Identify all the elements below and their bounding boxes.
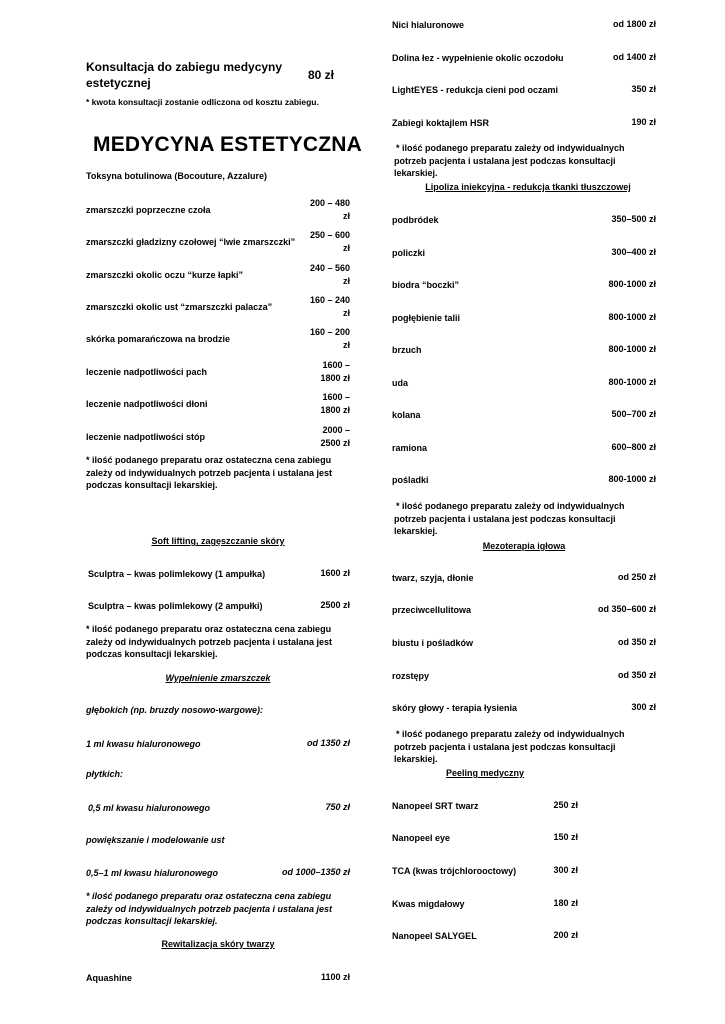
- fillers-shallow-label: płytkich:: [86, 769, 124, 779]
- item-name: leczenie nadpotliwości pach: [86, 367, 208, 377]
- item-name: pośladki: [392, 475, 429, 485]
- fillers-header: Wypełnienie zmarszczek: [165, 673, 271, 683]
- item-price: od 1350 zł: [306, 738, 350, 749]
- item-name: twarz, szyja, dłonie: [392, 573, 474, 583]
- list-item: [392, 50, 656, 66]
- item-name: Nanopeel SALYGEL: [392, 931, 477, 941]
- item-name: ramiona: [392, 443, 428, 453]
- item-name: leczenie nadpotliwości dłoni: [86, 399, 208, 409]
- consultation-note: * kwota konsultacji zostanie odliczona od kosztu zabiegu.: [86, 97, 319, 107]
- item-name: zmarszczki okolic oczu “kurze łapki”: [86, 270, 244, 280]
- list-item: [392, 570, 656, 586]
- item-name: brzuch: [392, 345, 422, 355]
- list-item: [392, 830, 578, 846]
- list-item: [392, 342, 656, 358]
- item-price: 350–500 zł: [611, 214, 656, 225]
- item-name: Zabiegi koktajlem HSR: [392, 118, 490, 128]
- list-item: [86, 262, 350, 288]
- list-item: [86, 865, 350, 881]
- item-name: leczenie nadpotliwości stóp: [86, 432, 206, 442]
- mesotherapy-header: Mezoterapia igłowa: [482, 541, 566, 551]
- item-price: 350 zł: [631, 84, 656, 95]
- fillers-deep-label: głębokich (np. bruzdy nosowo-wargowe):: [86, 705, 263, 715]
- item-price: od 350 zł: [617, 670, 656, 681]
- item-price: 1100 zł: [320, 972, 350, 983]
- item-price: 300–400 zł: [611, 247, 656, 258]
- item-price: 600–800 zł: [611, 442, 656, 453]
- item-name: przeciwcellulitowa: [392, 605, 472, 615]
- item-price: 150 zł: [553, 832, 578, 843]
- botox-header: Toksyna botulinowa (Bocouture, Azzalure): [86, 171, 268, 181]
- list-item: [392, 277, 656, 293]
- item-price: 1600 – 1800 zł: [320, 391, 350, 415]
- list-item: [392, 896, 578, 912]
- item-price: 200 – 480 zł: [309, 197, 350, 221]
- item-price: 2000 – 2500 zł: [320, 424, 350, 448]
- item-price: 500–700 zł: [611, 409, 656, 420]
- item-price: 160 – 200 zł: [309, 326, 350, 350]
- item-price: 250 – 600 zł: [309, 229, 350, 253]
- list-item: [392, 375, 656, 391]
- list-item: [86, 326, 350, 352]
- botox-note: * ilość podanego preparatu oraz ostateczna cena zabiegu zależy od indywidualnych potrzeb pacjenta i ustalana jest podczas konsultacji lekarskiej.: [86, 455, 333, 491]
- peeling-header: Peeling medyczny: [445, 768, 525, 778]
- list-item: [392, 310, 656, 326]
- item-name: skóry głowy - terapia łysienia: [392, 703, 518, 713]
- list-item: [392, 635, 656, 651]
- item-name: LightEYES - redukcja cieni pod oczami: [392, 85, 559, 95]
- item-price: od 250 zł: [617, 572, 656, 583]
- consultation-price: 80 zł: [308, 68, 335, 82]
- list-item: [392, 17, 656, 33]
- item-price: 1600 – 1800 zł: [320, 359, 350, 383]
- item-name: 0,5 ml kwasu hialuronowego: [88, 803, 211, 813]
- item-name: 0,5–1 ml kwasu hialuronowego: [86, 868, 219, 878]
- item-name: zmarszczki gładzizny czołowej “lwie zmarszczki”: [86, 237, 296, 247]
- item-price: 750 zł: [325, 802, 350, 813]
- fillers-lips-label: powiększanie i modelowanie ust: [86, 835, 225, 845]
- item-price: 2500 zł: [320, 600, 350, 611]
- list-item: [86, 294, 350, 320]
- item-price: od 350 zł: [617, 637, 656, 648]
- item-name: policzki: [392, 248, 426, 258]
- list-item: [392, 798, 578, 814]
- item-name: skórka pomarańczowa na brodzie: [86, 334, 231, 344]
- item-price: od 1800 zł: [612, 19, 656, 30]
- item-name: Sculptra – kwas polimlekowy (2 ampułki): [88, 601, 263, 611]
- item-price: 240 – 560 zł: [309, 262, 350, 286]
- item-price: 800-1000 zł: [608, 344, 656, 355]
- item-price: 300 zł: [553, 865, 578, 876]
- list-item: [392, 212, 656, 228]
- list-item: [86, 197, 350, 223]
- list-item: [88, 800, 350, 816]
- item-price: 1600 zł: [320, 568, 350, 579]
- list-item: [86, 424, 350, 450]
- list-item: [392, 928, 578, 944]
- item-name: biodra “boczki”: [392, 280, 460, 290]
- item-name: Kwas migdałowy: [392, 899, 465, 909]
- list-item: [392, 82, 656, 98]
- item-name: Sculptra – kwas polimlekowy (1 ampułka): [88, 569, 266, 579]
- list-item: [86, 229, 350, 255]
- item-price: 200 zł: [553, 930, 578, 941]
- mesotherapy-note: * ilość podanego preparatu zależy od indywidualnych potrzeb pacjenta i ustalana jest podczas konsultacji lekarskiej.: [394, 729, 625, 765]
- list-item: [392, 668, 656, 684]
- item-price: 190 zł: [631, 117, 656, 128]
- list-item: [86, 970, 350, 986]
- item-name: podbródek: [392, 215, 439, 225]
- item-price: 800-1000 zł: [608, 377, 656, 388]
- item-price: od 1400 zł: [612, 52, 656, 63]
- list-item: [392, 407, 656, 423]
- item-price: 800-1000 zł: [608, 312, 656, 323]
- list-item: [392, 602, 656, 618]
- item-name: 1 ml kwasu hialuronowego: [86, 739, 201, 749]
- item-price: 800-1000 zł: [608, 279, 656, 290]
- item-name: zmarszczki okolic ust “zmarszczki palacza”: [86, 302, 273, 312]
- item-name: pogłębienie talii: [392, 313, 461, 323]
- item-name: rozstępy: [392, 671, 430, 681]
- item-name: TCA (kwas trójchlorooctowy): [392, 866, 517, 876]
- item-name: zmarszczki poprzeczne czoła: [86, 205, 211, 215]
- item-price: 180 zł: [553, 898, 578, 909]
- list-item: [86, 359, 350, 385]
- lipolysis-note: * ilość podanego preparatu zależy od indywidualnych potrzeb pacjenta i ustalana jest podczas konsultacji lekarskiej.: [394, 501, 625, 537]
- item-price: od 1000–1350 zł: [281, 867, 350, 878]
- list-item: [392, 115, 656, 131]
- list-item: [392, 863, 578, 879]
- soft-lifting-note: * ilość podanego preparatu oraz ostateczna cena zabiegu zależy od indywidualnych potrzeb pacjenta i ustalana jest podczas konsultacji lekarskiej.: [86, 624, 333, 660]
- item-name: Dolina łez - wypełnienie okolic oczodołu: [392, 53, 564, 63]
- item-price: od 350–600 zł: [597, 604, 656, 615]
- item-price: 160 – 240 zł: [309, 294, 350, 318]
- soft-lifting-header: Soft lifting, zagęszczanie skóry: [151, 536, 285, 546]
- list-item: [392, 472, 656, 488]
- list-item: [88, 598, 350, 614]
- list-item: [392, 700, 656, 716]
- right-top-note: * ilość podanego preparatu zależy od indywidualnych potrzeb pacjenta i ustalana jest podczas konsultacji lekarskiej.: [394, 143, 625, 179]
- revitalization-header: Rewitalizacja skóry twarzy: [161, 939, 275, 949]
- list-item: [88, 566, 350, 582]
- item-name: biustu i pośladków: [392, 638, 474, 648]
- item-price: 300 zł: [631, 702, 656, 713]
- item-name: kolana: [392, 410, 421, 420]
- item-name: Nici hialuronowe: [392, 20, 465, 30]
- list-item: [392, 440, 656, 456]
- item-price: 800-1000 zł: [608, 474, 656, 485]
- fillers-note: * ilość podanego preparatu oraz ostateczna cena zabiegu zależy od indywidualnych potrzeb pacjenta i ustalana jest podczas konsultacji lekarskiej.: [86, 891, 333, 927]
- item-name: Nanopeel eye: [392, 833, 451, 843]
- list-item: [86, 736, 350, 752]
- item-name: Nanopeel SRT twarz: [392, 801, 479, 811]
- page-title: MEDYCYNA ESTETYCZNA: [93, 133, 363, 156]
- item-price: 250 zł: [553, 800, 578, 811]
- consultation-title: Konsultacja do zabiegu medycyny estetycznej: [86, 60, 283, 90]
- list-item: [392, 245, 656, 261]
- lipolysis-header: Lipoliza iniekcyjna - redukcja tkanki tłuszczowej: [425, 182, 631, 192]
- list-item: [86, 391, 350, 417]
- item-name: uda: [392, 378, 409, 388]
- item-name: Aquashine: [86, 973, 133, 983]
